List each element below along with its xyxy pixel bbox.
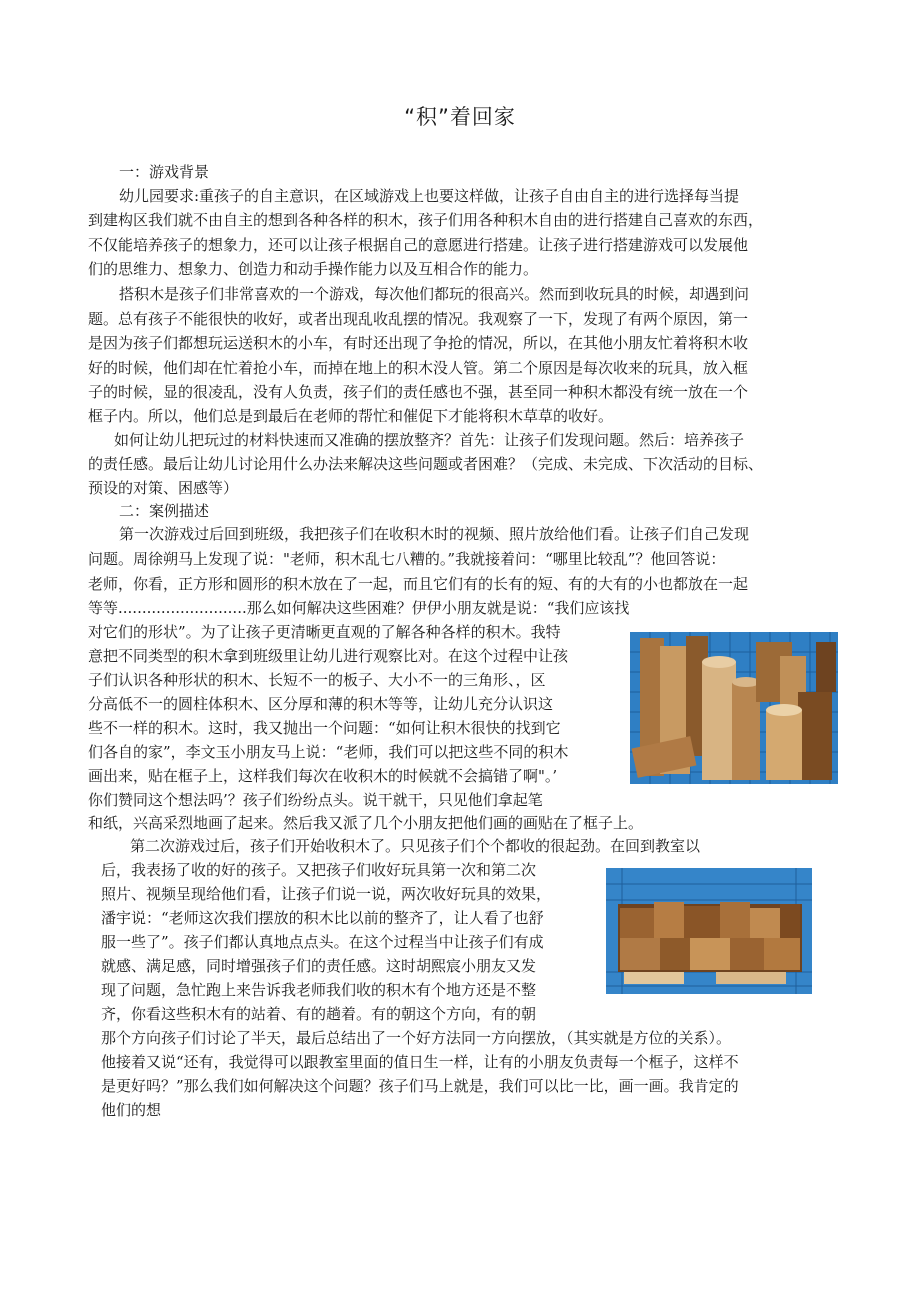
section-heading-background: 一：游戏背景 xyxy=(119,163,210,181)
text-line: 服一些了”。孩子们都认真地点点头。在这个过程当中让孩子们有成 xyxy=(101,933,544,951)
text-line: 预设的对策、困感等） xyxy=(88,479,239,497)
text-line: 他们的想 xyxy=(101,1101,162,1119)
text-line: 搭积木是孩子们非常喜欢的一个游戏，每次他们都玩的很高兴。然而到收玩具的时候，却遇到问 xyxy=(119,285,750,303)
text-line: 子们认识各种形状的积木、长短不一的板子、大小不一的三角形、，区 xyxy=(88,671,546,689)
text-line: 照片、视频呈现给他们看，让孩子们说一说，两次收好玩具的效果， xyxy=(101,885,552,903)
text-line: 们的思维力、想象力、创造力和动手操作能力以及互相合作的能力。 xyxy=(88,260,539,278)
text-line: 你们赞同这个想法吗’？孩子们纷纷点头。说干就干，只见他们拿起笔 xyxy=(88,791,543,809)
text-line: 框子内。所以，他们总是到最后在老师的帮忙和催促下才能将积木草草的收好。 xyxy=(88,407,614,425)
photo-organized-blocks xyxy=(606,868,812,994)
text-line: 潘宇说：“老师这次我们摆放的积木比以前的整齐了，让人看了也舒 xyxy=(101,909,544,927)
text-line: 问题。周徐朔马上发现了说："老师，积木乱七八糟的。”我就接着问：“哪里比较乱”？他回答说： xyxy=(88,550,726,568)
text-line: 第一次游戏过后回到班级，我把孩子们在收积木时的视频、照片放给他们看。让孩子们自己发现 xyxy=(119,525,750,543)
text-line: 和纸，兴高采烈地画了起来。然后我又派了几个小朋友把他们画的画贴在了框子上。 xyxy=(88,814,644,832)
text-line: 好的时候，他们却在忙着抢小车，而掉在地上的积木没人管。第二个原因是每次收来的玩具，放入框 xyxy=(88,359,749,377)
text-line: 他接着又说“还有，我觉得可以跟教室里面的值日生一样，让有的小朋友负责每一个框子，这样不 xyxy=(101,1053,739,1071)
text-line: 是因为孩子们都想玩运送积木的小车，有时还出现了争抢的情况，所以，在其他小朋友忙着将积木收 xyxy=(88,334,749,352)
text-line: 分高低不一的圆柱体积木、区分厚和薄的积木等等，让幼儿充分认识这 xyxy=(88,695,554,713)
text-line: 些不一样的积木。这时，我又抛出一个问题：“如何让积木很快的找到它 xyxy=(88,719,561,737)
text-line: 到建构区我们就不由自主的想到各种各样的积木，孩子们用各种积木自由的进行搭建自己喜欢的东西， xyxy=(88,211,764,229)
text-line: 们各自的家”，李文玉小朋友马上说：“老师，我们可以把这些不同的积木 xyxy=(88,743,569,761)
text-line: 的责任感。最后让幼儿讨论用什么办法来解决这些问题或者困难？（完成、未完成、下次活动的目标、 xyxy=(88,455,764,473)
text-line: 如何让幼儿把玩过的材料快速而又准确的摆放整齐？首先：让孩子们发现问题。然后：培养孩子 xyxy=(114,431,745,449)
text-line: 是更好吗？”那么我们如何解决这个问题？孩子们马上就是，我们可以比一比，画一画。我肯定的 xyxy=(101,1077,739,1095)
text-line: 对它们的形状”。为了让孩子更清晰更直观的了解各种各样的积木。我特 xyxy=(88,623,561,641)
text-line: 意把不同类型的积木拿到班级里让幼儿进行观察比对。在这个过程中让孩 xyxy=(88,647,569,665)
text-line: 子的时候，显的很凌乱，没有人负责，孩子们的责任感也不强，甚至同一种积木都没有统一放在一个 xyxy=(88,383,749,401)
text-line: 就感、满足感，同时增强孩子们的责任感。这时胡熙宸小朋友又发 xyxy=(101,957,537,975)
text-line: 第二次游戏过后，孩子们开始收积木了。只见孩子们个个都收的很起劲。在回到教室以 xyxy=(130,837,701,855)
page-title: “积”着回家 xyxy=(404,105,516,129)
photo-mixed-blocks xyxy=(630,632,838,784)
text-line: 那个方向孩子们讨论了半天，最后总结出了一个好方法同一方向摆放，（其实就是方位的关系）。 xyxy=(101,1029,732,1047)
text-line: 现了问题，急忙跑上来告诉我老师我们收的积木有个地方还是不整 xyxy=(101,981,537,999)
text-line: 等等...........................那么如何解决这些困难？伊伊小朋友就是说：“我们应该找 xyxy=(88,599,630,617)
text-line: 幼儿园要求:重孩子的自主意识，在区域游戏上也要这样做，让孩子自由自主的进行选择每当提 xyxy=(119,187,740,205)
section-heading-case: 二：案例描述 xyxy=(119,502,210,520)
text-line: 老师，你看，正方形和圆形的积木放在了一起，而且它们有的长有的短、有的大有的小也都放在一起 xyxy=(88,575,749,593)
text-line: 不仅能培养孩子的想象力，还可以让孩子根据自己的意愿进行搭建。让孩子进行搭建游戏可以发展他 xyxy=(88,236,749,254)
text-line: 题。总有孩子不能很快的收好，或者出现乱收乱摆的情况。我观察了一下，发现了有两个原因，第一 xyxy=(88,310,749,328)
text-line: 后，我表扬了收的好的孩子。又把孩子们收好玩具第一次和第二次 xyxy=(101,861,537,879)
text-line: 齐，你看这些积木有的站着、有的趟着。有的朝这个方向，有的朝 xyxy=(101,1005,537,1023)
text-line: 画出来，贴在框子上，这样我们每次在收积木的时候就不会搞错了啊"。’ xyxy=(88,767,558,785)
